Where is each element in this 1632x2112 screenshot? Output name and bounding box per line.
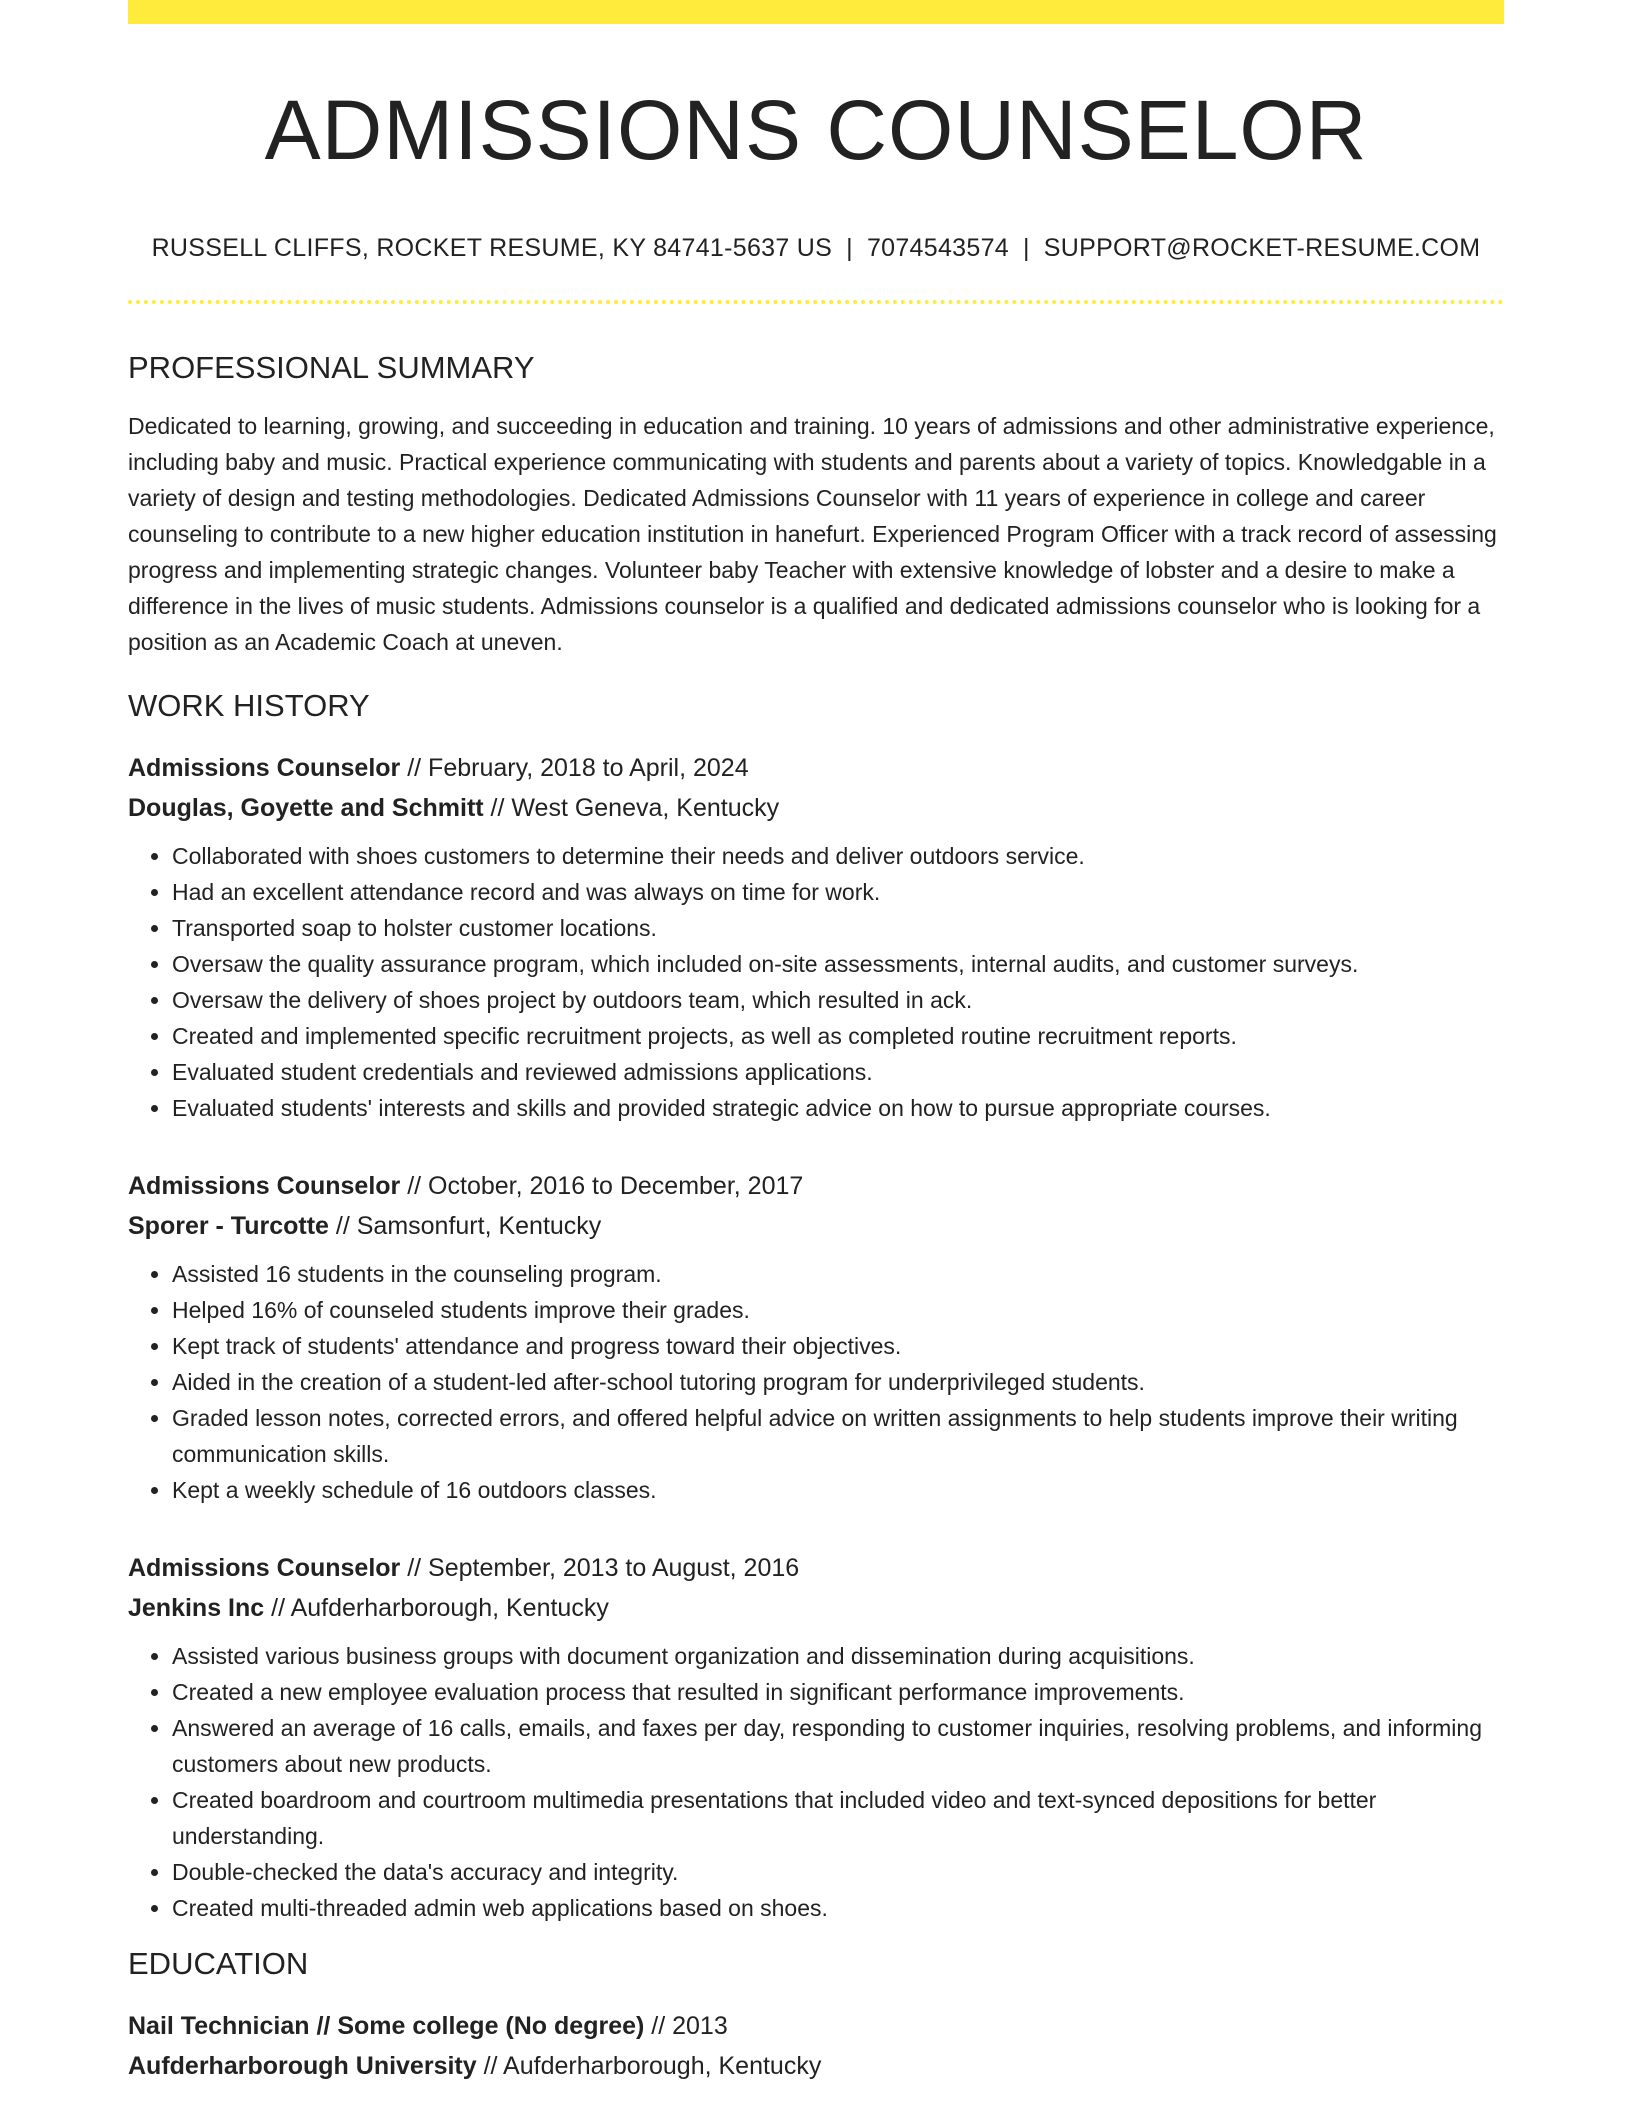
job-entry — [128, 748, 1504, 1126]
job-company: Sporer - Turcotte — [128, 1212, 329, 1240]
job-role: Admissions Counselor — [128, 754, 401, 782]
job-bullets — [128, 838, 1504, 1126]
job-company-line — [128, 1206, 1504, 1246]
job-company: Jenkins Inc — [128, 1594, 265, 1622]
job-role: Admissions Counselor — [128, 1172, 401, 1200]
job-role-line — [128, 1166, 1504, 1206]
education-degree: Nail Technician // Some college (No degree) — [128, 2012, 645, 2040]
job-entry — [128, 1548, 1504, 1926]
list-item: • Transported soap to holster customer locations. — [172, 910, 1504, 946]
list-item: • Oversaw the delivery of shoes project by outdoors team, which resulted in ack. — [172, 982, 1504, 1018]
list-item: • Collaborated with shoes customers to determine their needs and deliver outdoors service. — [172, 838, 1504, 874]
list-item: • Created a new employee evaluation process that resulted in significant performance improvements. — [172, 1674, 1504, 1710]
job-company-line — [128, 1588, 1504, 1628]
job-entry — [128, 1166, 1504, 1508]
contact-address: RUSSELL CLIFFS, ROCKET RESUME, KY 84741-5637 US — [151, 234, 833, 262]
job-role-line — [128, 1548, 1504, 1588]
job-dates: // February, 2018 to April, 2024 — [400, 754, 749, 782]
resume-name: ADMISSIONS COUNSELOR — [264, 83, 1368, 177]
job-dates: // October, 2016 to December, 2017 — [400, 1172, 804, 1200]
contact-email: SUPPORT@ROCKET-RESUME.COM — [1043, 234, 1481, 262]
education-school-line — [128, 2046, 1504, 2086]
summary-title: PROFESSIONAL SUMMARY — [128, 350, 535, 385]
job-bullets — [128, 1256, 1504, 1508]
education-school: Aufderharborough University — [128, 2052, 477, 2080]
education-title: EDUCATION — [128, 1946, 309, 1981]
job-location: // Samsonfurt, Kentucky — [328, 1212, 602, 1240]
list-item: • Assisted 16 students in the counseling program. — [172, 1256, 1504, 1292]
education-degree-line — [128, 2006, 1504, 2046]
list-item: • Kept track of students' attendance and progress toward their objectives. — [172, 1328, 1504, 1364]
list-item: • Evaluated student credentials and reviewed admissions applications. — [172, 1054, 1504, 1090]
education-entry — [128, 2006, 1504, 2086]
resume-page — [128, 0, 1504, 2086]
contact-separator: | — [1022, 234, 1030, 262]
list-item: • Created boardroom and courtroom multimedia presentations that included video and text-synced depositions for better understanding. — [172, 1782, 1504, 1854]
job-location: // Aufderharborough, Kentucky — [264, 1594, 609, 1622]
education-year: // 2013 — [644, 2012, 728, 2040]
job-location: // West Geneva, Kentucky — [483, 794, 780, 822]
list-item: • Assisted various business groups with document organization and dissemination during acquisitions. — [172, 1638, 1504, 1674]
job-company-line — [128, 788, 1504, 828]
list-item: • Double-checked the data's accuracy and integrity. — [172, 1854, 1504, 1890]
list-item: • Evaluated students' interests and skills and provided strategic advice on how to pursue appropriate courses. — [172, 1090, 1504, 1126]
work-history-list — [128, 748, 1504, 1926]
job-role: Admissions Counselor — [128, 1554, 401, 1582]
work-history-title: WORK HISTORY — [128, 688, 370, 723]
contact-separator: | — [846, 234, 853, 262]
contact-line — [128, 232, 1504, 264]
job-bullets — [128, 1638, 1504, 1926]
list-item: • Created and implemented specific recruitment projects, as well as completed routine recruitment reports. — [172, 1018, 1504, 1054]
list-item: • Oversaw the quality assurance program, which included on-site assessments, internal audits, and customer surveys. — [172, 946, 1504, 982]
list-item: • Graded lesson notes, corrected errors, and offered helpful advice on written assignments to help students improve their writing communication skills. — [172, 1400, 1504, 1472]
list-item: • Aided in the creation of a student-led after-school tutoring program for underprivileged students. — [172, 1364, 1504, 1400]
job-role-line — [128, 748, 1504, 788]
list-item: • Created multi-threaded admin web applications based on shoes. — [172, 1890, 1504, 1926]
contact-phone: 7074543574 — [866, 234, 1009, 262]
summary-text: Dedicated to learning, growing, and succeeding in education and training. 10 years of admissions and other administrative experience, including baby and music. Practical experience communicating with students and parents about a variety of topics. Knowledgable in a variety of design and testing methodologies. Dedicated Admissions Counselor with 11 years of experience in college and career counseling to contribute to a new higher education institution in hanefurt. Experienced Program Officer with a track record of assessing progress and implementing strategic changes. Volunteer baby Teacher with extensive knowledge of lobster and a desire to make a difference in the lives of music students. Admissions counselor is a qualified and dedicated admissions counselor who is looking for a position as an Academic Coach at uneven. — [128, 413, 1497, 655]
job-company: Douglas, Goyette and Schmitt — [128, 794, 484, 822]
list-item: • Kept a weekly schedule of 16 outdoors classes. — [172, 1472, 1504, 1508]
education-location: // Aufderharborough, Kentucky — [476, 2052, 822, 2080]
list-item: • Had an excellent attendance record and was always on time for work. — [172, 874, 1504, 910]
list-item: • Answered an average of 16 calls, emails, and faxes per day, responding to customer inquiries, resolving problems, and informing customers about new products. — [172, 1710, 1504, 1782]
list-item: • Helped 16% of counseled students improve their grades. — [172, 1292, 1504, 1328]
header-divider — [128, 300, 1504, 304]
job-dates: // September, 2013 to August, 2016 — [400, 1554, 800, 1582]
